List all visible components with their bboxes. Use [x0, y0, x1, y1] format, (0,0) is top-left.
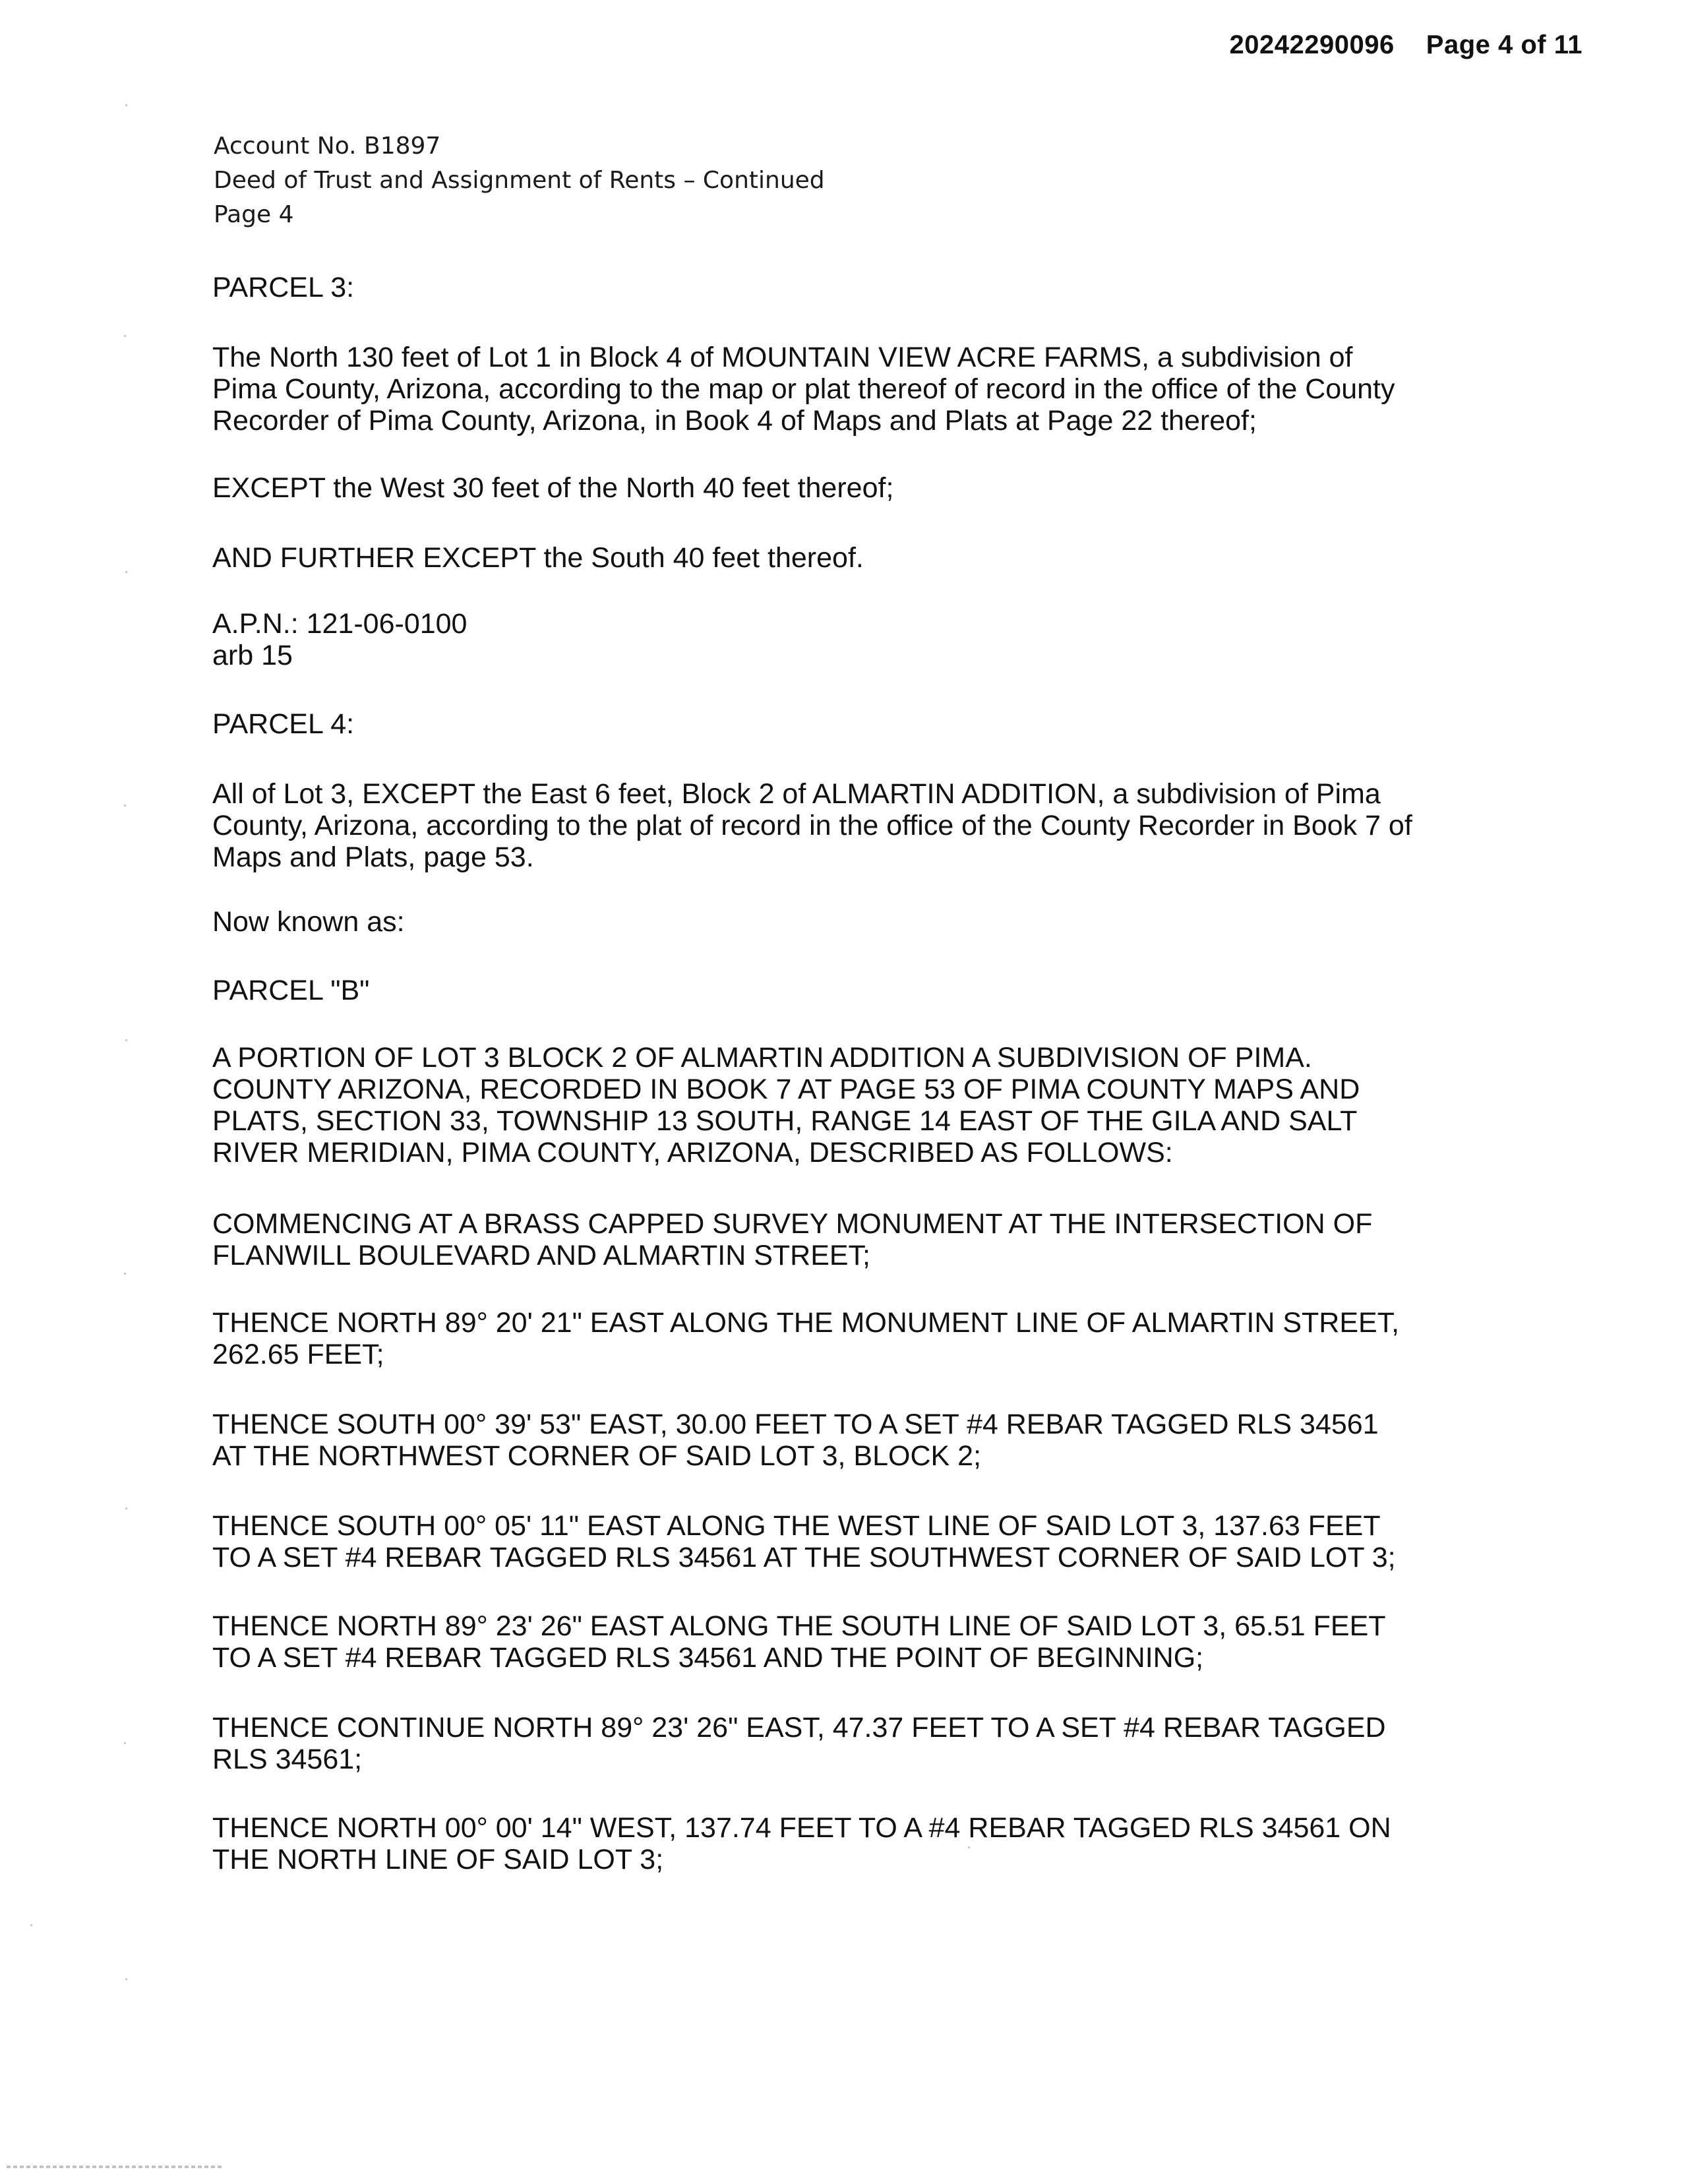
scan-margin-mark	[124, 804, 126, 806]
header-page-number: Page 4	[214, 201, 294, 228]
scan-edge-noise	[7, 2166, 224, 2168]
parcel-3-exception: EXCEPT the West 30 feet of the North 40 feet thereof;	[212, 472, 894, 504]
document-header	[214, 129, 825, 232]
recording-page-count: Page 4 of 11	[1426, 30, 1582, 59]
recording-stamp	[1230, 30, 1582, 60]
scan-margin-mark	[30, 1924, 32, 1926]
recording-number: 20242290096	[1229, 30, 1395, 59]
scan-margin-mark	[125, 1039, 127, 1041]
scan-margin-mark	[124, 1273, 126, 1275]
course-2: THENCE SOUTH 00° 39' 53" EAST, 30.00 FEET TO A SET #4 REBAR TAGGED RLS 34561 AT THE NORTHWEST CORNER OF SAID LOT 3, BLOCK 2;	[212, 1409, 1379, 1472]
document-title: Deed of Trust and Assignment of Rents – Continued	[214, 167, 825, 194]
course-5: THENCE CONTINUE NORTH 89° 23' 26" EAST, 47.37 FEET TO A SET #4 REBAR TAGGED RLS 34561;	[212, 1712, 1386, 1775]
commencing-clause: COMMENCING AT A BRASS CAPPED SURVEY MONUMENT AT THE INTERSECTION OF FLANWILL BOULEVARD AND ALMARTIN STREET;	[212, 1208, 1373, 1271]
course-3: THENCE SOUTH 00° 05' 11" EAST ALONG THE WEST LINE OF SAID LOT 3, 137.63 FEET TO A SET #4 REBAR TAGGED RLS 34561 AT THE SOUTHWEST CORNER OF SAID LOT 3;	[212, 1510, 1396, 1573]
parcel-3-further-exception: AND FURTHER EXCEPT the South 40 feet thereof.	[212, 542, 864, 574]
parcel-4-description: All of Lot 3, EXCEPT the East 6 feet, Block 2 of ALMARTIN ADDITION, a subdivision of Pima County, Arizona, according to the plat of record in the office of the County Recorder in Book 7 of Maps and Plats, page 53.	[212, 778, 1412, 873]
scan-margin-mark	[125, 1507, 127, 1509]
account-number: Account No. B1897	[214, 133, 441, 160]
course-1: THENCE NORTH 89° 20' 21" EAST ALONG THE MONUMENT LINE OF ALMARTIN STREET, 262.65 FEET;	[212, 1307, 1400, 1370]
now-known-as: Now known as:	[212, 906, 405, 938]
parcel-4-heading: PARCEL 4:	[212, 708, 355, 740]
apn-block: A.P.N.: 121-06-0100 arb 15	[212, 608, 467, 671]
scan-margin-mark	[124, 335, 126, 337]
scan-margin-mark	[125, 104, 127, 106]
scan-speck	[968, 1846, 970, 1848]
scan-margin-mark	[124, 1742, 126, 1744]
parcel-3-description: The North 130 feet of Lot 1 in Block 4 of MOUNTAIN VIEW ACRE FARMS, a subdivision of Pima County, Arizona, according to the map or plat thereof of record in the office of the County Recorder of Pima County, Arizona, in Book 4 of Maps and Plats at Page 22 thereof;	[212, 342, 1395, 437]
course-6: THENCE NORTH 00° 00' 14" WEST, 137.74 FEET TO A #4 REBAR TAGGED RLS 34561 ON THE NORTH LINE OF SAID LOT 3;	[212, 1812, 1391, 1875]
course-4: THENCE NORTH 89° 23' 26" EAST ALONG THE SOUTH LINE OF SAID LOT 3, 65.51 FEET TO A SET #4 REBAR TAGGED RLS 34561 AND THE POINT OF BEGINNING;	[212, 1610, 1386, 1674]
scan-margin-mark	[125, 1978, 127, 1980]
parcel-3-heading: PARCEL 3:	[212, 272, 355, 303]
scan-margin-mark	[125, 571, 127, 573]
parcel-b-description: A PORTION OF LOT 3 BLOCK 2 OF ALMARTIN ADDITION A SUBDIVISION OF PIMA. COUNTY ARIZONA, RECORDED IN BOOK 7 AT PAGE 53 OF PIMA COUNTY MAPS AND PLATS, SECTION 33, TOWNSHIP 13 SOUTH, RANGE 14 EAST OF THE GILA AND SALT RIVER MERIDIAN, PIMA COUNTY, ARIZONA, DESCRIBED AS FOLLOWS:	[212, 1042, 1360, 1168]
parcel-b-heading: PARCEL "B"	[212, 975, 370, 1006]
